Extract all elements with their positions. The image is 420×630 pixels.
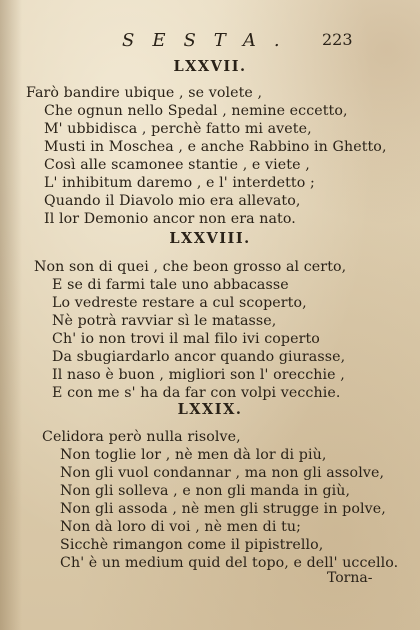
verse-line: L' inhibitum daremo , e l' interdetto ; (44, 175, 315, 191)
verse-line: Non dà loro di voi , nè men di tu; (60, 519, 302, 535)
verse-line: Farò bandire ubique , se volete , (26, 85, 263, 101)
verse-line: Così alle scamonee stantie , e viete , (44, 157, 310, 173)
verse-line: Sicchè rimangon come il pipistrello, (60, 537, 324, 553)
verse-line: Non gli vuol condannar , ma non gli assolve, (60, 465, 385, 481)
verse-line: Celidora però nulla risolve, (42, 429, 241, 445)
catchword: Torna- (327, 570, 373, 586)
verse-line: Ch' è un medium quid del topo, e dell' uccello. (60, 555, 399, 571)
verse-line: Il naso è buon , migliori son l' orecchie , (52, 367, 345, 383)
verse-line: Da sbugiardarlo ancor quando giurasse, (52, 349, 346, 365)
verse-line: Lo vedreste restare a cul scoperto, (52, 295, 307, 311)
stanza-number: LXXVIII. (169, 230, 251, 247)
verse-line: Musti in Moschea , e anche Rabbino in Ghetto, (44, 139, 387, 155)
verse-line: Che ognun nello Spedal , nemine eccetto, (44, 103, 348, 119)
page-number: 223 (322, 30, 353, 49)
verse-line: Quando il Diavolo mio era allevato, (44, 193, 301, 209)
stanza-number: LXXVII. (173, 58, 247, 75)
verse-line: Non gli assoda , nè men gli strugge in polve, (60, 501, 386, 517)
verse-line: Il lor Demonio ancor non era nato. (44, 211, 296, 227)
verse-line: E con me s' ha da far con volpi vecchie. (52, 385, 341, 401)
verse-line: E se di farmi tale uno abbacasse (52, 277, 289, 293)
verse-line: M' ubbidisca , perchè fatto mi avete, (44, 121, 312, 137)
verse-line: Non gli solleva , e non gli manda in giù, (60, 483, 351, 499)
verse-line: Non toglie lor , nè men dà lor di più, (60, 447, 327, 463)
verse-line: Ch' io non trovi il mal filo ivi coperto (52, 331, 320, 347)
verse-line: Nè potrà ravviar sì le matasse, (52, 313, 277, 329)
stanza-number: LXXIX. (177, 401, 243, 418)
verse-line: Non son di quei , che beon grosso al certo, (34, 259, 347, 275)
page-header (0, 30, 420, 54)
spine-shadow (0, 0, 22, 630)
running-head: SESTA. (122, 30, 298, 51)
